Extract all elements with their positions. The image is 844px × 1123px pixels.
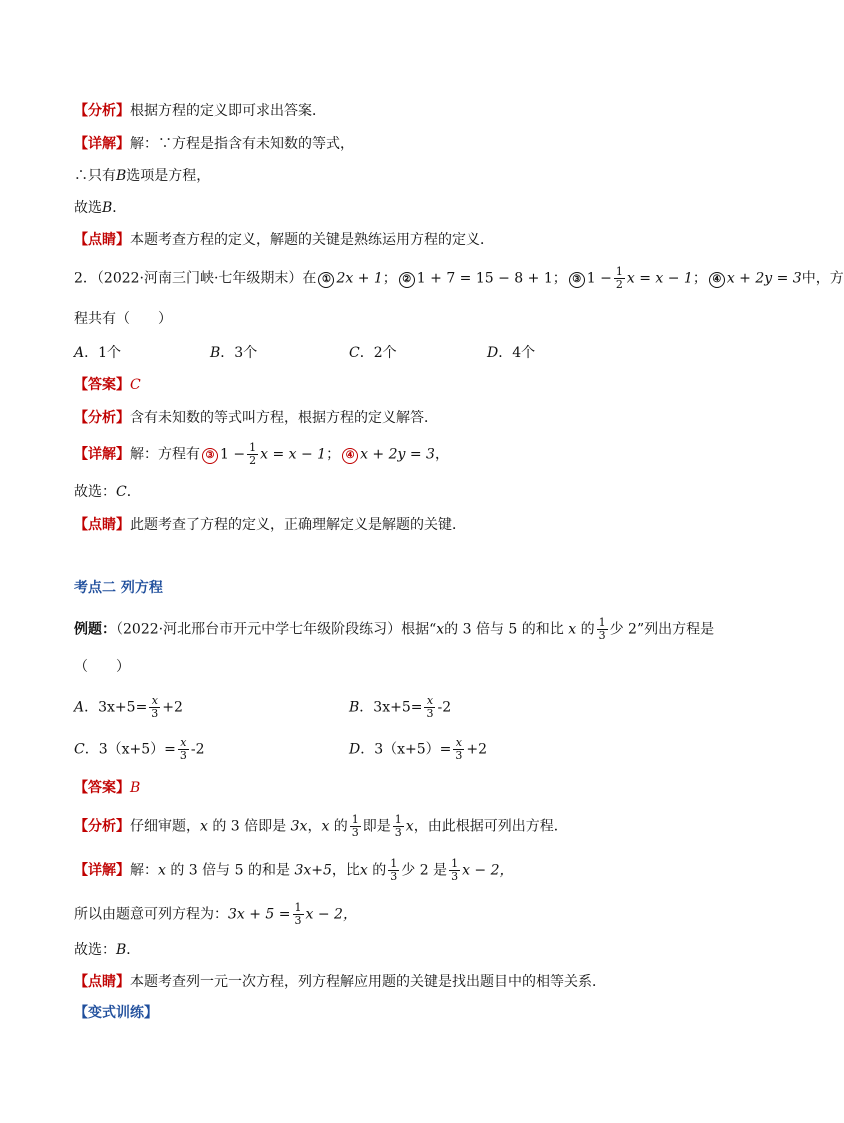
choose-var: C [116,484,127,500]
q2-option-d[interactable] [487,343,535,363]
analysis-text: 即是 [362,818,391,835]
math-var: 3x+5 [294,862,332,879]
numerator: x [149,695,160,708]
numerator: 1 [394,813,402,826]
fraction [350,814,361,839]
q2-comment [74,515,466,535]
numerator: 1 [451,857,459,870]
math-expression: 2x + 1 [336,270,383,287]
math-var: x [436,621,445,638]
option-text: -2 [437,699,452,716]
q1-step2 [74,166,210,186]
math-expression: x = x − 1 [626,270,693,287]
step-var: B [116,168,127,184]
variant-heading: 【变式训练】 [74,1005,158,1021]
math-expression: x − 2， [462,862,514,879]
denominator: 3 [426,707,434,720]
q1-choose [74,198,126,218]
comment-tag: 【点睛】 [74,232,130,248]
denominator: 3 [351,826,359,839]
detail-text: 的 [372,862,387,879]
detail-text: 解：∵方程是指含有未知数的等式， [130,136,354,152]
example-label: 例题： [74,621,116,638]
math-var: x [568,621,577,638]
analysis-text: 根据方程的定义即可求出答案． [130,103,326,119]
option-letter: D [487,345,499,361]
comment-tag: 【点睛】 [74,974,130,990]
choose-text: ． [126,484,141,500]
step-text: 选项是方程， [126,168,211,184]
q2-analysis [74,408,438,428]
circled-number: ③ [569,272,585,288]
example-analysis [74,814,568,839]
circled-number: ④ [709,272,725,288]
detail-text: 少 2 是 [401,862,448,879]
analysis-text: ， [307,818,322,835]
option-text: +2 [162,699,183,716]
section-title: 考点二 列方程 [74,580,163,596]
example-stem-line2: （ ） [74,659,130,675]
fraction [178,737,189,762]
math-expression: x = x − 1 [260,446,327,463]
example-option-d[interactable] [349,737,487,762]
choose-text: ． [112,200,127,216]
option-text: +2 [466,741,488,758]
circled-number: ② [399,272,415,288]
denominator: 3 [179,749,187,762]
detail-tag: 【详解】 [74,862,130,879]
numerator: x [178,737,189,750]
stem-text: 少 2”列出方程是 [609,621,715,638]
choose-text: 故选： [74,484,116,500]
choose-var: B [102,200,113,216]
example-comment [74,972,606,992]
denominator: 2 [615,278,623,291]
option-text: ．3个 [220,345,258,361]
step-text: ∴只有 [74,168,116,184]
q2-option-b[interactable] [210,343,257,363]
numerator: 1 [294,901,302,914]
denominator: 3 [390,870,398,883]
option-letter: A [74,699,85,716]
analysis-text: 含有未知数的等式叫方程，根据方程的定义解答． [130,410,438,426]
example-equation [74,902,357,927]
variant-training-heading [74,1003,158,1023]
math-var: 3x [290,818,308,835]
q1-analysis [74,101,326,121]
choose-text: ． [126,942,141,958]
option-letter: A [74,345,85,361]
denominator: 3 [455,749,463,762]
denominator: 2 [249,454,257,467]
circled-number: ④ [342,448,358,464]
analysis-tag: 【分析】 [74,103,130,119]
choose-var: B [116,942,127,958]
detail-text: 解：方程有 [130,446,200,463]
denominator: 3 [294,914,302,927]
example-option-a[interactable] [74,695,183,720]
question-stem: 中，方 [801,270,844,287]
analysis-text: 的 [333,818,348,835]
stem-text: 的 3 倍与 5 的和比 [444,621,564,638]
analysis-text: ，由此根据可列出方程． [413,818,568,835]
q1-comment [74,230,494,250]
fraction [449,858,460,883]
math-expression: 1 + 7 = 15 − 8 + 1 [416,270,553,287]
math-expression: x + 2y = 3 [726,270,802,287]
option-text: ．1个 [84,345,122,361]
q2-stem-line2: 程共有（ ） [74,311,172,327]
answer-value: B [130,780,141,796]
math-var: x [359,862,368,879]
example-option-c[interactable] [74,737,205,762]
fraction [614,266,625,291]
analysis-text: 的 3 倍即是 [212,818,287,835]
math-expression: x − 2， [305,906,357,923]
denominator: 3 [151,707,159,720]
option-letter: B [349,699,360,716]
numerator: x [453,737,464,750]
q2-stem: 2．（2022·河南三门峡·七年级期末）在 ① 2x + 1； ② 1 + 7 = 15 − 8 + 1； ③ 1 − $\frac{1}{2}$ x = x − 1； ④ x + 2y = 3中，方 [74,265,844,291]
stem-text: 的 [580,621,595,638]
equation-text: 所以由题意可列方程为： [74,906,228,923]
detail-text: 解： [130,862,158,879]
option-letter: D [349,741,361,758]
option-letter: B [210,345,221,361]
example-option-b[interactable] [349,695,451,720]
comment-text: 本题考查方程的定义，解题的关键是熟练运用方程的定义． [130,232,494,248]
analysis-tag: 【分析】 [74,818,130,835]
detail-text: 的 3 倍与 5 的和是 [170,862,290,879]
math-expression: 1 − [586,270,612,287]
math-expression: 3x + 5 = [228,906,291,923]
option-text: -2 [190,741,205,758]
question-stem: 2．（2022·河南三门峡·七年级期末）在 [74,270,317,287]
option-text: ．3（x+5）= [84,741,176,758]
comment-text: 此题考查了方程的定义，正确理解定义是解题的关键． [130,517,466,533]
option-letter: C [74,741,85,758]
choose-text: 故选： [74,942,116,958]
stem-text: （2022·河北邢台市开元中学七年级阶段练习）根据“ [116,621,437,638]
fraction [293,902,304,927]
numerator: x [424,695,435,708]
circled-number: ① [318,272,334,288]
numerator: 1 [615,265,623,278]
math-var: x [158,862,166,879]
math-var: x [200,818,208,835]
math-var: x [321,818,330,835]
fraction [597,617,608,642]
denominator: 3 [451,870,459,883]
q2-detail: 【详解】解：方程有 ③ 1 − $\frac{1}{2}$ x = x − 1； ④ x + 2y = 3， [74,441,449,467]
q1-detail [74,134,354,154]
fraction [149,695,160,720]
option-letter: C [349,345,360,361]
numerator: 1 [390,857,398,870]
fraction [453,737,464,762]
denominator: 3 [598,629,606,642]
example-detail [74,858,514,883]
denominator: 3 [394,826,402,839]
numerator: 1 [351,813,359,826]
q2-answer [74,375,141,395]
option-text: ．2个 [359,345,397,361]
q2-choose [74,482,141,502]
answer-tag: 【答案】 [74,377,130,393]
math-expression: x + 2y = 3 [360,446,435,463]
example-choose [74,940,140,960]
choose-text: 故选 [74,200,102,216]
fraction [247,442,258,467]
numerator: 1 [249,441,257,454]
fraction [388,858,399,883]
comment-tag: 【点睛】 [74,517,130,533]
fraction [393,814,404,839]
option-text: ．3x+5= [359,699,423,716]
circled-number: ③ [202,448,218,464]
math-var: x [405,818,414,835]
example-stem [74,617,714,642]
fraction [424,695,435,720]
analysis-tag: 【分析】 [74,410,130,426]
numerator: 1 [598,616,606,629]
q2-option-c[interactable] [349,343,397,363]
math-expression: 1 − [220,446,246,463]
analysis-text: 仔细审题， [130,818,200,835]
comment-text: 本题考查列一元一次方程，列方程解应用题的关键是找出题目中的相等关系． [130,974,606,990]
q2-option-a[interactable] [74,343,121,363]
option-text: ．3x+5= [84,699,148,716]
option-text: ．3（x+5）= [360,741,452,758]
detail-tag: 【详解】 [74,446,130,463]
detail-tag: 【详解】 [74,136,130,152]
option-text: ．4个 [498,345,536,361]
detail-text: ，比 [331,862,360,879]
answer-value: C [130,377,141,393]
example-answer [74,778,140,798]
answer-tag: 【答案】 [74,780,130,796]
